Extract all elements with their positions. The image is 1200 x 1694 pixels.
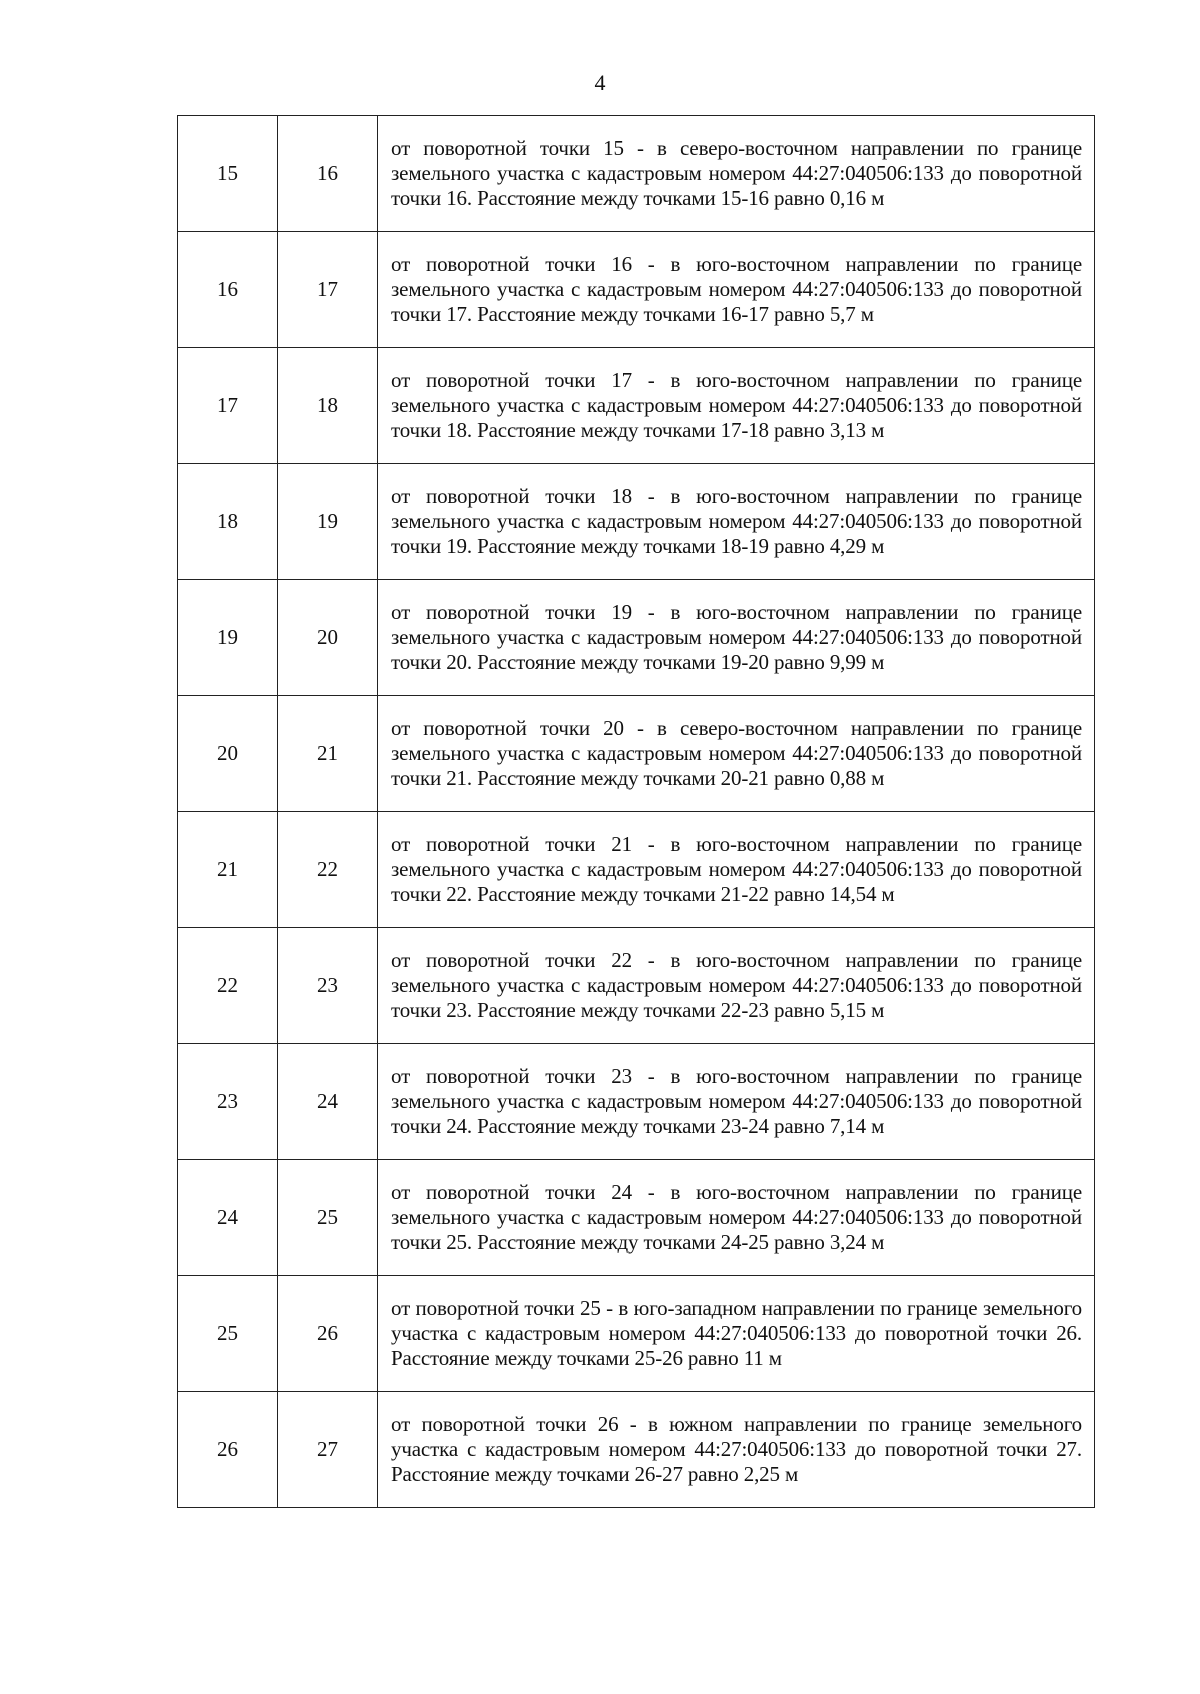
- table-row: [178, 928, 1095, 1044]
- table-row: [178, 812, 1095, 928]
- start-point-cell: 21: [178, 812, 278, 928]
- end-point-cell: 25: [278, 1160, 378, 1276]
- table-row: [178, 464, 1095, 580]
- start-point-cell: 23: [178, 1044, 278, 1160]
- boundary-description-table: [177, 115, 1095, 1508]
- table-body: [178, 116, 1095, 1508]
- table-row: [178, 1392, 1095, 1508]
- end-point-cell: 20: [278, 580, 378, 696]
- table-row: [178, 1044, 1095, 1160]
- boundary-description-cell: от поворотной точки 21 - в юго-восточном направлении по границе земельного участка с кадастровым номером 44:27:040506:133 до поворотной точки 22. Расстояние между точками 21-22 равно 14,54 м: [378, 812, 1095, 928]
- start-point-cell: 24: [178, 1160, 278, 1276]
- end-point-cell: 18: [278, 348, 378, 464]
- boundary-description-cell: от поворотной точки 19 - в юго-восточном направлении по границе земельного участка с кадастровым номером 44:27:040506:133 до поворотной точки 20. Расстояние между точками 19-20 равно 9,99 м: [378, 580, 1095, 696]
- boundary-description-cell: от поворотной точки 18 - в юго-восточном направлении по границе земельного участка с кадастровым номером 44:27:040506:133 до поворотной точки 19. Расстояние между точками 18-19 равно 4,29 м: [378, 464, 1095, 580]
- start-point-cell: 20: [178, 696, 278, 812]
- end-point-cell: 27: [278, 1392, 378, 1508]
- end-point-cell: 22: [278, 812, 378, 928]
- start-point-cell: 16: [178, 232, 278, 348]
- end-point-cell: 24: [278, 1044, 378, 1160]
- boundary-description-cell: от поворотной точки 16 - в юго-восточном направлении по границе земельного участка с кадастровым номером 44:27:040506:133 до поворотной точки 17. Расстояние между точками 16-17 равно 5,7 м: [378, 232, 1095, 348]
- end-point-cell: 19: [278, 464, 378, 580]
- boundary-description-cell: от поворотной точки 22 - в юго-восточном направлении по границе земельного участка с кадастровым номером 44:27:040506:133 до поворотной точки 23. Расстояние между точками 22-23 равно 5,15 м: [378, 928, 1095, 1044]
- table-row: [178, 232, 1095, 348]
- table-row: [178, 116, 1095, 232]
- end-point-cell: 16: [278, 116, 378, 232]
- start-point-cell: 25: [178, 1276, 278, 1392]
- end-point-cell: 21: [278, 696, 378, 812]
- boundary-description-cell: от поворотной точки 23 - в юго-восточном направлении по границе земельного участка с кадастровым номером 44:27:040506:133 до поворотной точки 24. Расстояние между точками 23-24 равно 7,14 м: [378, 1044, 1095, 1160]
- table-row: [178, 696, 1095, 812]
- table-row: [178, 580, 1095, 696]
- end-point-cell: 26: [278, 1276, 378, 1392]
- boundary-description-cell: от поворотной точки 24 - в юго-восточном направлении по границе земельного участка с кадастровым номером 44:27:040506:133 до поворотной точки 25. Расстояние между точками 24-25 равно 3,24 м: [378, 1160, 1095, 1276]
- boundary-description-cell: от поворотной точки 17 - в юго-восточном направлении по границе земельного участка с кадастровым номером 44:27:040506:133 до поворотной точки 18. Расстояние между точками 17-18 равно 3,13 м: [378, 348, 1095, 464]
- start-point-cell: 22: [178, 928, 278, 1044]
- start-point-cell: 15: [178, 116, 278, 232]
- table-row: [178, 348, 1095, 464]
- boundary-description-cell: от поворотной точки 25 - в юго-западном направлении по границе земельного участка с кадастровым номером 44:27:040506:133 до поворотной точки 26. Расстояние между точками 25-26 равно 11 м: [378, 1276, 1095, 1392]
- start-point-cell: 26: [178, 1392, 278, 1508]
- end-point-cell: 17: [278, 232, 378, 348]
- page-number: 4: [594, 70, 606, 95]
- boundary-description-cell: от поворотной точки 26 - в южном направлении по границе земельного участка с кадастровым номером 44:27:040506:133 до поворотной точки 27. Расстояние между точками 26-27 равно 2,25 м: [378, 1392, 1095, 1508]
- boundary-description-cell: от поворотной точки 15 - в северо-восточном направлении по границе земельного участка с кадастровым номером 44:27:040506:133 до поворотной точки 16. Расстояние между точками 15-16 равно 0,16 м: [378, 116, 1095, 232]
- table-row: [178, 1160, 1095, 1276]
- end-point-cell: 23: [278, 928, 378, 1044]
- start-point-cell: 18: [178, 464, 278, 580]
- table-row: [178, 1276, 1095, 1392]
- start-point-cell: 19: [178, 580, 278, 696]
- boundary-description-cell: от поворотной точки 20 - в северо-восточном направлении по границе земельного участка с кадастровым номером 44:27:040506:133 до поворотной точки 21. Расстояние между точками 20-21 равно 0,88 м: [378, 696, 1095, 812]
- start-point-cell: 17: [178, 348, 278, 464]
